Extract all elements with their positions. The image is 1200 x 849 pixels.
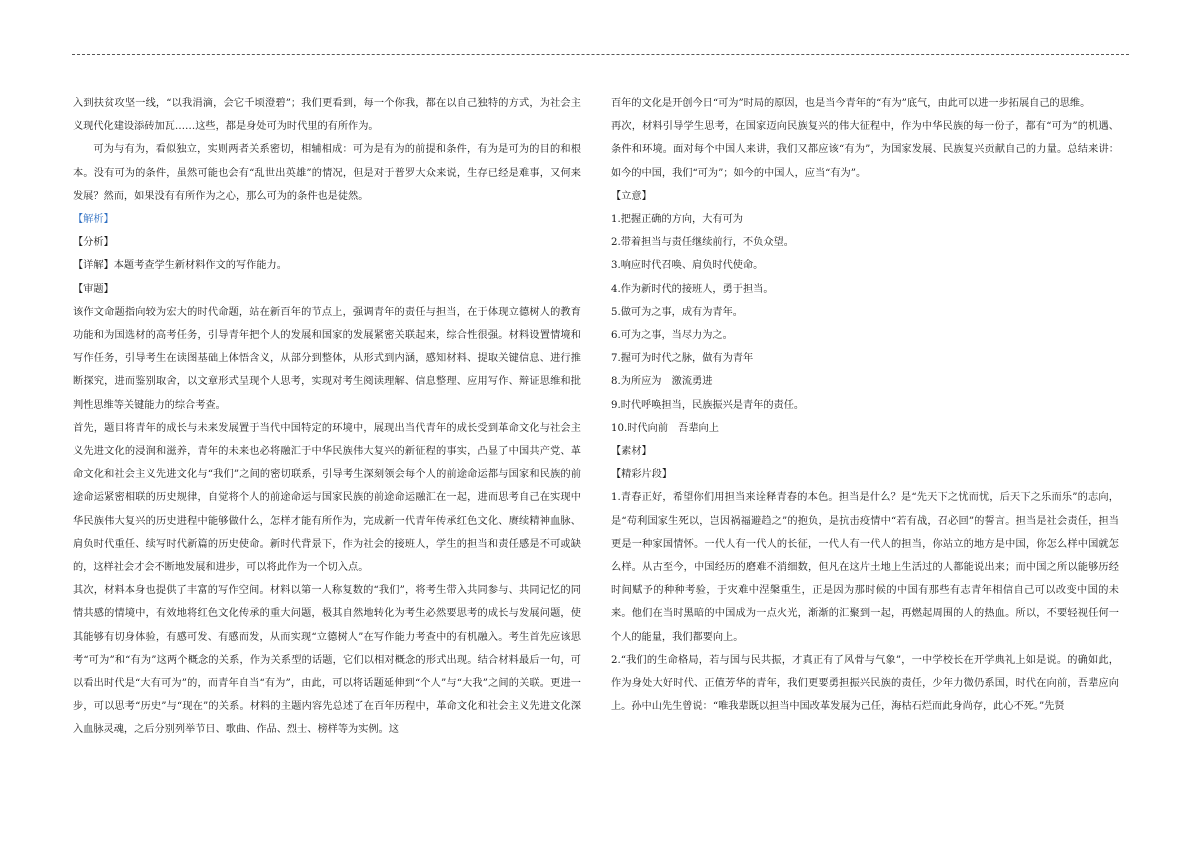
paragraph: 首先，题目将青年的成长与未来发展置于当代中国特定的环境中，展现出当代青年的成长受到革命文化与社会主义先进文化的浸润和滋养，青年的未来也必将融汇于中华民族伟大复兴的新征程的事实，凸显了中国共产党、革命文化和社会主义先进文化与“我们”之间的密切联系，引导考生深刻领会每个人的前途命运都与国家和民族的前途命运紧密相联的历史规律，自觉将个人的前途命运与国家民族的前途命运融汇在一起，进而思考自己在实现中华民族伟大复兴的历史进程中能够做什么，怎样才能有所作为，完成新一代青年传承红色文化、赓续精神血脉、肩负时代重任、续写时代新篇的历史使命。新时代背景下，作为社会的接班人，学生的担当和责任感是不可或缺的，这样社会才会不断地发展和进步，可以将此作为一个切入点。 [73,422,581,574]
list-item: 2.带着担当与责任继续前行，不负众望。 [611,237,794,249]
paragraph: 1.青春正好，希望你们用担当来诠释青春的本色。担当是什么？是“先天下之忧而忧，后天下之乐而乐”的志向，是“苟利国家生死以，岂因祸福避趋之”的抱负，是抗击疫情中“若有战，召必回”的誓言。担当是社会责任，担当更是一种家国情怀。一代人有一代人的长征，一代人有一代人的担当，你站立的地方是中国，你怎么样中国就怎么样。从古至今，中国经历的磨难不消细数，但凡在这片土地上生活过的人都能说出来；而中国之所以能够历经时间赋予的种种考验，于灾难中涅槃重生，正是因为那时候的中国有那些有志青年相信自己可以改变中国的未来。他们在当时黑暗的中国成为一点火光，渐渐的汇聚到一起，再燃起周围的人的热血。所以，不要轻视任何一个人的能量，我们都要向上。 [611,492,1119,643]
list-item: 9.时代呼唤担当，民族振兴是青年的责任。 [611,399,805,411]
paragraph: 2.“我们的生命格局，若与国与民共振，才真正有了风骨与气象”，一中学校长在开学典礼上如是说。的确如此，作为身处大好时代、正值芳华的青年，我们更要勇担振兴民族的责任，少年力微仍系国，时代在向前，吾辈应向上。孙中山先生曾说：“唯我辈既以担当中国改革发展为己任，海枯石烂而此身尚存，此心不死。”先贤 [611,654,1119,713]
paragraph: 其次，材料本身也提供了丰富的写作空间。材料以第一人称复数的“我们”，将考生带入共同参与、共同记忆的同情共感的情境中，有效地将红色文化传承的重大问题，极其自然地转化为考生必然要思考的成长与发展问题，使其能够有切身体验，有感可发、有感而发，从而实现“立德树人”在写作能力考查中的有机融入。考生首先应该思考“可为”和“有为”这两个概念的关系，作为关系型的话题，它们以相对概念的形式出现。结合材料最后一句，可以看出时代是“大有可为”的，而青年自当“有为”，由此，可以将话题延伸到“个人”与“大我”之间的关联。更进一步，可以思考“历史”与“现在”的关系。材料的主题内容先总述了在百年历程中，革命文化和社会主义先进文化深入血脉灵魂，之后分别列举节日、歌曲、作品、烈士、榜样等为实例。这 [73,585,581,736]
list-item: 5.做可为之事，成有为青年。 [611,306,743,318]
list-item: 3.响应时代召唤、肩负时代使命。 [611,260,764,272]
section-heading: 【分析】 [73,237,114,249]
paragraph: 该作文命题指向较为宏大的时代命题，站在新百年的节点上，强调青年的责任与担当，在于体现立德树人的教育功能和为国选材的高考任务，引导青年把个人的发展和国家的发展紧密关联起来，综合性很强。材料设置情境和写作任务，引导考生在读图基础上体悟含义，从部分到整体，从形式到内涵，感知材料、提取关键信息、进行推断探究，进而鉴别取舍，以文章形式呈现个人思考，实现对考生阅读理解、信息整理、应用写作、辩证思维和批判性思维等关键能力的综合考查。 [73,306,581,411]
list-item: 1.把握正确的方向，大有可为 [611,214,743,226]
paragraph: 入到扶贫攻坚一线，“以我涓滴，会它千顷澄碧”；我们更看到，每一个你我，都在以自己独特的方式，为社会主义现代化建设添砖加瓦……这些，都是身处可为时代里的有所作为。 [73,98,581,133]
list-item: 8.为所应为 激流勇进 [611,376,713,388]
list-item: 6.可为之事，当尽力为之。 [611,330,733,342]
left-column [73,92,581,742]
paragraph: 可为与有为，看似独立，实则两者关系密切，相辅相成：可为是有为的前提和条件，有为是可为的目的和根本。没有可为的条件，虽然可能也会有“乱世出英雄”的情况，但是对于普罗大众来说，生存已经是难事，又何来发展？然而，如果没有有所作为之心，那么可为的条件也是徒然。 [73,144,581,202]
right-column [611,92,1119,718]
header-dashed-rule [72,54,1129,55]
section-heading: 【立意】 [611,190,652,202]
list-item: 10.时代向前 吾辈向上 [611,422,719,434]
analysis-heading-link[interactable]: 【解析】 [73,214,114,226]
list-item: 7.握可为时代之脉，做有为青年 [611,353,754,365]
list-item: 4.作为新时代的接班人，勇于担当。 [611,283,774,295]
section-heading: 【素材】 [611,446,652,458]
section-heading: 【精彩片段】 [611,469,673,481]
paragraph: 再次，材料引导学生思考，在国家迈向民族复兴的伟大征程中，作为中华民族的每一份子，都有“可为”的机遇、条件和环境。面对每个中国人来讲，我们又都应该“有为”，为国家发展、民族复兴贡献自己的力量。总结来讲：如今的中国，我们“可为”；如今的中国人，应当“有为”。 [611,121,1119,179]
paragraph: 【详解】本题考查学生新材料作文的写作能力。 [73,260,287,272]
paragraph: 百年的文化是开创今日“可为”时局的原因，也是当今青年的“有为”底气，由此可以进一步拓展自己的思维。 [611,98,1091,109]
section-heading: 【审题】 [73,283,114,295]
